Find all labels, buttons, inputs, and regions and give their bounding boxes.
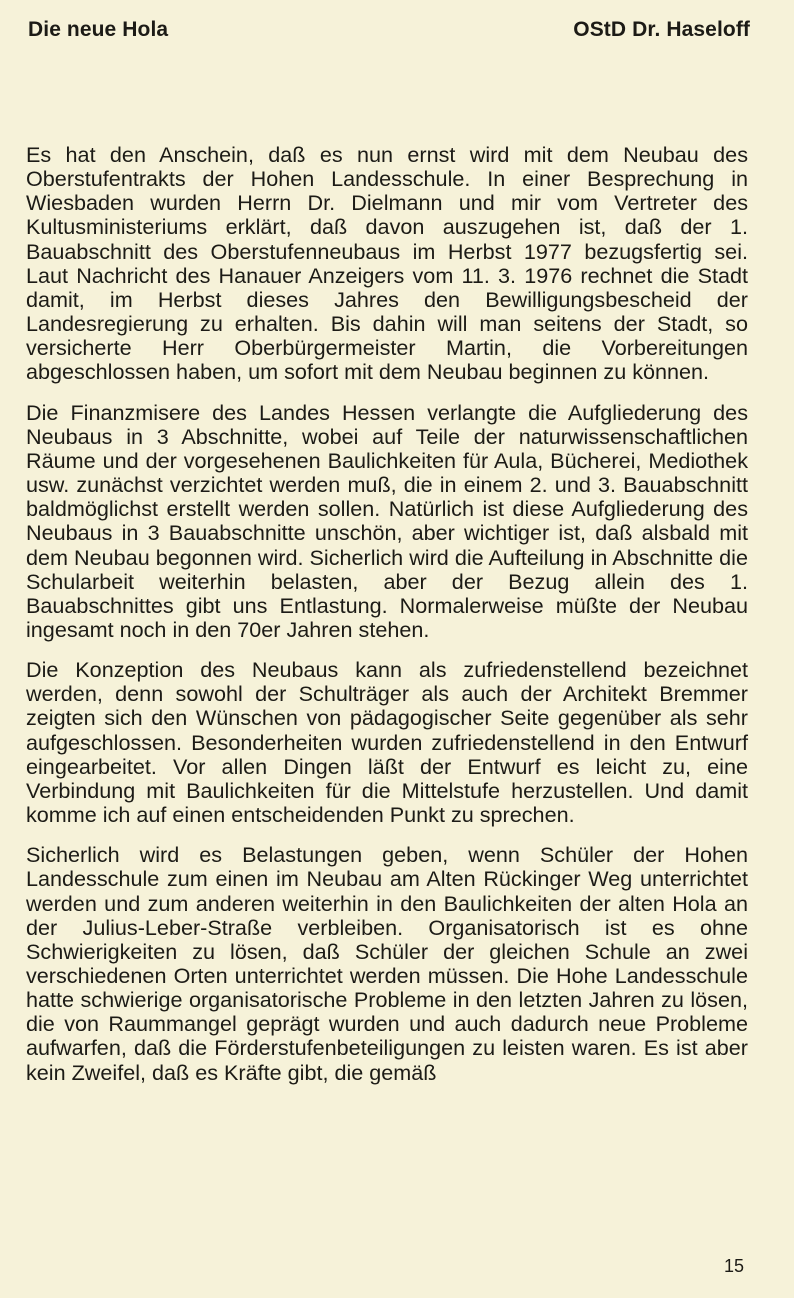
article-body: [26, 143, 748, 1101]
paragraph-1: Es hat den Anschein, daß es nun ernst wird mit dem Neubau des Oberstufentrakts der Hohen Landesschule. In einer Besprechung in Wiesbaden wurden Herrn Dr. Dielmann und mir vom Vertreter des Kultusministeriums erklärt, daß davon auszugehen ist, daß der 1. Bauabschnitt des Oberstufenneubaus im Herbst 1977 bezugsfertig sei. Laut Nachricht des Hanauer Anzeigers vom 11. 3. 1976 rechnet die Stadt damit, im Herbst dieses Jahres den Bewilligungsbescheid der Landesregierung zu erhalten. Bis dahin will man seitens der Stadt, so versicherte Herr Oberbürgermeister Martin, die Vorbereitungen abgeschlossen haben, um sofort mit dem Neubau beginnen zu können.: [26, 142, 748, 385]
paragraph-3: Die Konzeption des Neubaus kann als zufriedenstellend bezeichnet werden, denn sowohl der Schulträger als auch der Architekt Bremmer zeigten sich den Wünschen von pädagogischer Seite gegenüber als sehr aufgeschlossen. Besonderheiten wurden zufriedenstellend in den Entwurf eingearbeitet. Vor allen Dingen läßt der Entwurf es leicht zu, eine Verbindung mit Baulichkeiten für die Mittelstufe herzustellen. Und damit komme ich auf einen entscheidenden Punkt zu sprechen.: [26, 657, 748, 828]
running-title: Die neue Hola: [28, 18, 169, 41]
page-number: 15: [723, 1256, 744, 1276]
paragraph-4: Sicherlich wird es Belastungen geben, wenn Schüler der Hohen Landesschule zum einen im Neubau am Alten Rückinger Weg unterrichtet werden und zum anderen weiterhin in den Baulichkeiten der alten Hola an der Julius-Leber-Straße verbleiben. Organisatorisch ist es ohne Schwierigkeiten zu lösen, daß Schüler der gleichen Schule an zwei verschiedenen Orten unterrichtet werden müssen. Die Hohe Landesschule hatte schwierige organisatorische Probleme in den letzten Jahren zu lösen, die von Raummangel geprägt wurden und auch dadurch neue Probleme aufwarfen, daß die Förderstufenbeteiligungen zu leisten waren. Es ist aber kein Zweifel, daß es Kräfte gibt, die gemäß: [26, 842, 748, 1085]
author-name: OStD Dr. Haseloff: [573, 18, 750, 41]
paragraph-2: Die Finanzmisere des Landes Hessen verlangte die Aufgliederung des Neubaus in 3 Abschnitte, wobei auf Teile der naturwissenschaftlichen Räume und der vorgesehenen Baulichkeiten für Aula, Bücherei, Mediothek usw. zunächst verzichtet werden muß, die in einem 2. und 3. Bauabschnitt baldmöglichst erstellt werden sollen. Natürlich ist diese Aufgliederung des Neubaus in 3 Bauabschnitte unschön, aber wichtiger ist, daß alsbald mit dem Neubau begonnen wird. Sicherlich wird die Aufteilung in Abschnitte die Schularbeit weiterhin belasten, aber der Bezug allein des 1. Bauabschnittes gibt uns Entlastung. Normalerweise müßte der Neubau ingesamt noch in den 70er Jahren stehen.: [26, 399, 748, 642]
